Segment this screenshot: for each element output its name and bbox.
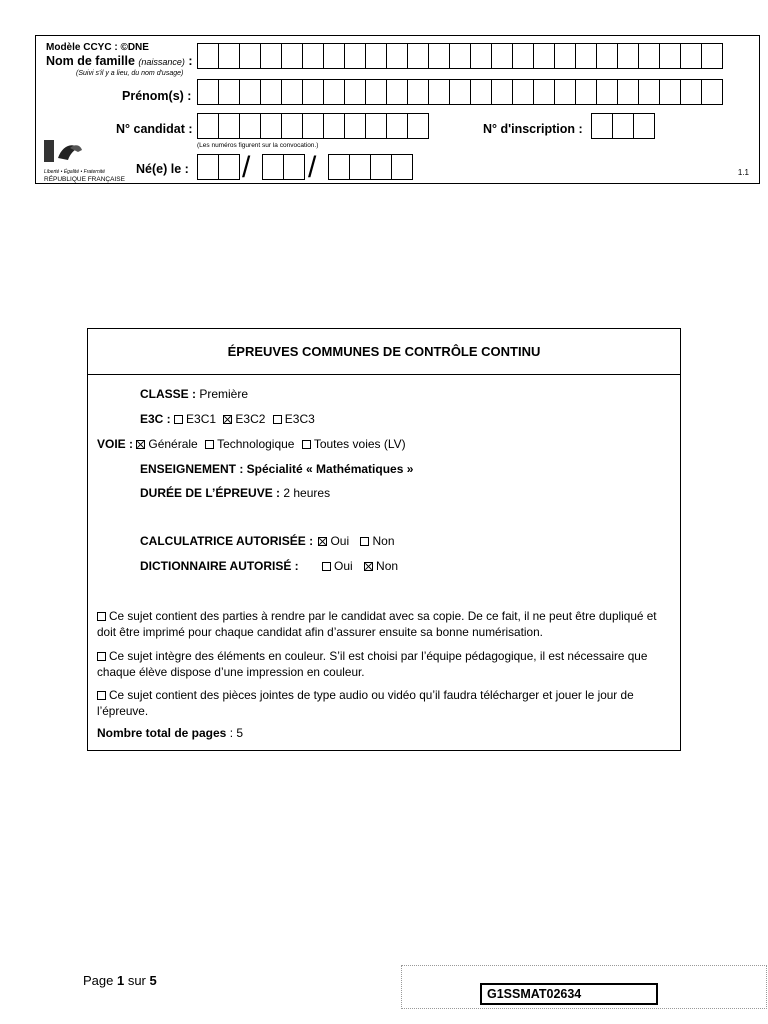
form-version: 1.1 bbox=[737, 168, 749, 177]
nom-label: Nom de famille (naissance) : bbox=[46, 54, 193, 68]
republique-francaise-logo bbox=[44, 138, 126, 182]
voie-generale-checkbox[interactable] bbox=[136, 440, 145, 449]
candidat-boxes[interactable] bbox=[197, 113, 428, 139]
prenom-boxes[interactable] bbox=[197, 79, 722, 105]
voie-technologique-checkbox[interactable] bbox=[205, 440, 214, 449]
notice-3-checkbox[interactable] bbox=[97, 691, 106, 700]
voie-toutes-checkbox[interactable] bbox=[302, 440, 311, 449]
model-label: Modèle CCYC : ©DNE bbox=[46, 42, 149, 53]
exam-info-box bbox=[87, 328, 681, 751]
nom-boxes[interactable] bbox=[197, 43, 722, 69]
exam-title-bar bbox=[88, 329, 680, 375]
classe-line: CLASSE : Première bbox=[140, 387, 249, 401]
calculatrice-non-checkbox[interactable] bbox=[360, 537, 369, 546]
e3c3-checkbox[interactable] bbox=[273, 415, 282, 424]
date-separator: / bbox=[308, 151, 317, 184]
subject-code: G1SSMAT02634 bbox=[480, 983, 658, 1005]
logo-motto: Liberté • Égalité • Fraternité bbox=[44, 169, 106, 175]
candidat-label: N° candidat : bbox=[116, 122, 193, 136]
candidat-note: (Les numéros figurent sur la convocation.) bbox=[197, 142, 319, 149]
marianne-icon bbox=[44, 138, 126, 164]
date-separator: / bbox=[242, 151, 251, 184]
e3c2-checkbox[interactable] bbox=[223, 415, 232, 424]
dictionnaire-non-checkbox[interactable] bbox=[364, 562, 373, 571]
inscription-boxes[interactable] bbox=[591, 113, 654, 139]
birth-month-boxes[interactable] bbox=[262, 154, 304, 180]
notice-parties-a-rendre: Ce sujet contient des parties à rendre par le candidat avec sa copie. De ce fait, il ne peut être dupliqué et doit être imprimé pour chaque candidat afin d’assurer ensuite sa bonne numérisation. bbox=[97, 609, 657, 639]
calculatrice-line: CALCULATRICE AUTORISÉE : Oui Non bbox=[140, 534, 395, 548]
e3c-line: E3C : E3C1 E3C2 E3C3 bbox=[140, 412, 315, 426]
total-pages-line: Nombre total de pages : 5 bbox=[97, 726, 244, 740]
notice-audio-video: Ce sujet contient des pièces jointes de type audio ou vidéo qu’il faudra télécharger et jouer le jour de l’épreuve. bbox=[97, 688, 634, 718]
dictionnaire-line: DICTIONNAIRE AUTORISÉ : Oui Non bbox=[140, 559, 399, 573]
exam-title: ÉPREUVES COMMUNES DE CONTRÔLE CONTINU bbox=[227, 344, 541, 359]
e3c1-checkbox[interactable] bbox=[174, 415, 183, 424]
nom-note: (Suivi s'il y a lieu, du nom d'usage) bbox=[76, 70, 184, 77]
birth-year-boxes[interactable] bbox=[328, 154, 412, 180]
voie-line: VOIE : Générale Technologique Toutes voies (LV) bbox=[97, 437, 406, 451]
inscription-label: N° d'inscription : bbox=[483, 122, 583, 136]
duree-line: DURÉE DE L’ÉPREUVE : 2 heures bbox=[140, 486, 331, 500]
candidate-header bbox=[35, 35, 760, 184]
calculatrice-oui-checkbox[interactable] bbox=[318, 537, 327, 546]
dictionnaire-oui-checkbox[interactable] bbox=[322, 562, 331, 571]
birth-day-boxes[interactable] bbox=[197, 154, 239, 180]
logo-name: RÉPUBLIQUE FRANÇAISE bbox=[44, 176, 125, 183]
notice-1-checkbox[interactable] bbox=[97, 612, 106, 621]
ne-label: Né(e) le : bbox=[136, 162, 189, 176]
notice-couleur: Ce sujet intègre des éléments en couleur. S’il est choisi par l’équipe pédagogique, il est nécessaire que chaque élève dispose d’une impression en couleur. bbox=[97, 649, 648, 679]
enseignement-line: ENSEIGNEMENT : Spécialité « Mathématiques » bbox=[140, 462, 414, 476]
code-area bbox=[401, 965, 767, 1009]
notice-2-checkbox[interactable] bbox=[97, 652, 106, 661]
page-number: Page 1 sur 5 bbox=[83, 973, 157, 988]
prenom-label: Prénom(s) : bbox=[122, 89, 192, 103]
